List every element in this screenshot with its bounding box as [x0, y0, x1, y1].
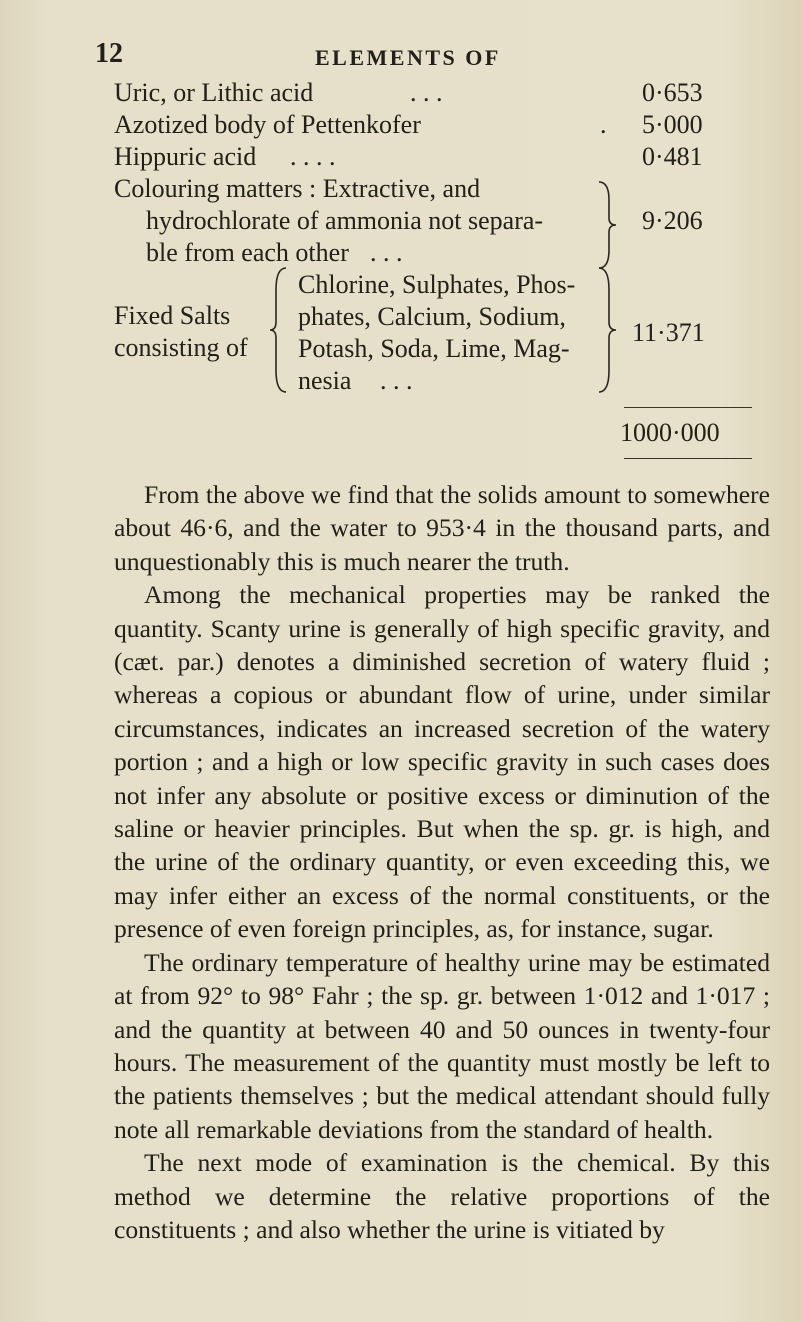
row-label: Uric, or Lithic acid: [114, 78, 314, 107]
table-total: 1000·000: [620, 418, 720, 447]
row-label-line: hydrochlorate of ammonia not separa-: [146, 206, 544, 235]
row-value: 9·206: [642, 206, 703, 235]
total-rule: [624, 458, 752, 459]
row-left-label: Fixed Salts: [114, 301, 231, 330]
row-label-line: nesia: [298, 366, 352, 395]
row-leaders: .: [600, 110, 607, 139]
row-label: Hippuric acid: [114, 142, 257, 171]
row-leaders: . . .: [410, 78, 443, 107]
page-number: 12: [95, 38, 123, 69]
sum-rule: [624, 407, 752, 408]
row-value: 11·371: [632, 318, 705, 347]
row-leaders: . . .: [370, 238, 403, 267]
right-brace-icon: [595, 266, 619, 396]
row-label-line: Chlorine, Sulphates, Phos-: [298, 270, 576, 299]
right-brace-icon: [595, 180, 619, 270]
row-leaders: . . .: [380, 366, 413, 395]
row-left-label: consisting of: [114, 333, 248, 362]
table-row: [114, 142, 256, 172]
paragraph: The ordinary temperature of healthy urine may be estimated at from 92° to 98° Fahr ; the sp. gr. between 1·012 and 1·017 ; and the quantity at between 40 and 50 ounces in twenty-four hours. The measurement of the quantity must mostly be left to the patients themselves ; but the medical attendant should fully note all remarkable deviations from the standard of health.: [114, 947, 770, 1144]
row-label-line: Colouring matters : Extractive, and: [114, 174, 481, 203]
paragraph: Among the mechanical properties may be ranked the quantity. Scanty urine is generally of high specific gravity, and (cæt. par.) denotes a diminished secretion of watery fluid ; whereas a copious or abundant flow of urine, under similar circumstances, indicates an increased secretion of the watery portion ; and a high or low specific gravity in such cases does not infer any absolute or positive excess or diminution of the saline or heavier principles. But when the sp. gr. is high, and the urine of the ordinary quantity, or even exceeding this, we may infer either an excess of the normal constituents, or the presence of even foreign principles, as, for instance, sugar.: [114, 580, 770, 944]
body-text: [114, 478, 770, 1246]
paragraph: The next mode of examination is the chemical. By this method we determine the relative proportions of the constituents ; and also whether the urine is vitiated by: [114, 1148, 770, 1244]
row-label-line: ble from each other: [146, 238, 349, 267]
paragraph: From the above we find that the solids amount to somewhere about 46·6, and the water to 953·4 in the thousand parts, and unquestionably this is much nearer the truth.: [114, 480, 770, 576]
table-row: [114, 110, 421, 140]
row-label-line: phates, Calcium, Sodium,: [298, 302, 566, 331]
row-leaders: . . . .: [290, 142, 336, 171]
row-value: 5·000: [642, 110, 703, 139]
row-value: 0·481: [642, 142, 703, 171]
running-title: ELEMENTS OF: [315, 45, 501, 70]
row-value: 0·653: [642, 78, 703, 107]
row-label: Azotized body of Pettenkofer: [114, 110, 421, 139]
table-row: [114, 78, 313, 108]
left-brace-icon: [268, 266, 290, 396]
row-label-line: Potash, Soda, Lime, Mag-: [298, 334, 570, 363]
